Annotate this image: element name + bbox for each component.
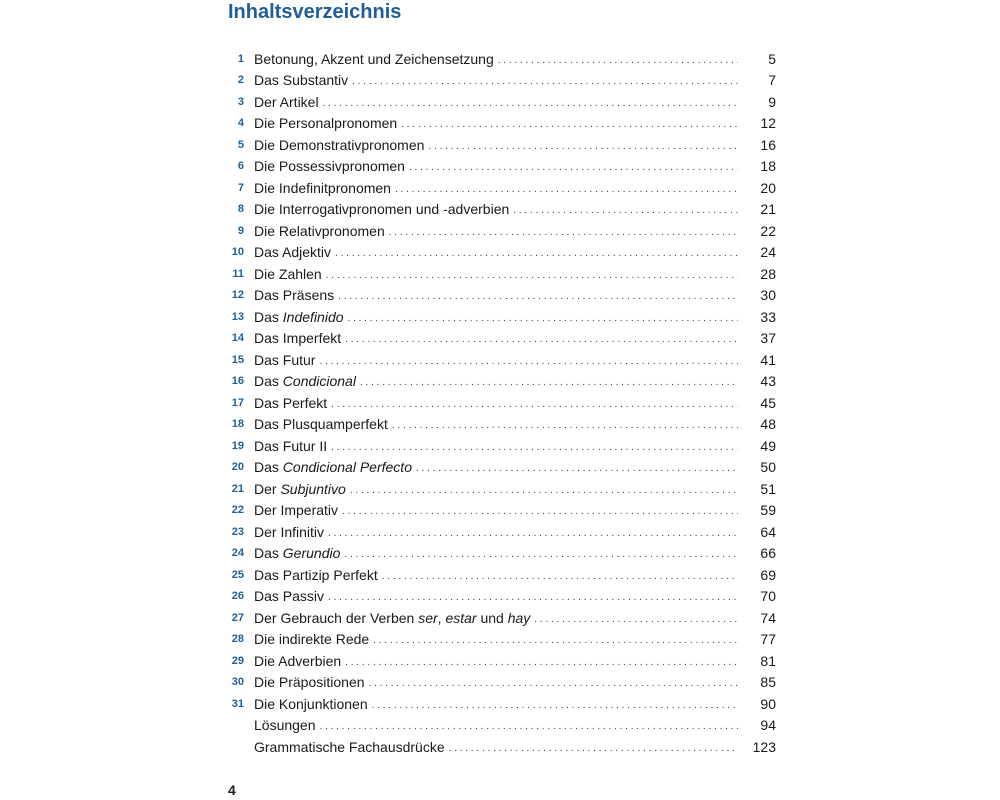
chapter-page-number: 94 (760, 717, 776, 734)
chapter-title: Die indirekte Rede (254, 631, 370, 648)
dot-leader (449, 740, 738, 754)
toc-entry[interactable] (224, 349, 776, 371)
dot-leader (328, 589, 738, 603)
chapter-number: 1 (237, 52, 244, 65)
chapter-number: 4 (237, 117, 244, 130)
chapter-page-number: 18 (760, 158, 776, 175)
dot-leader (389, 224, 738, 238)
chapter-number: 13 (231, 310, 244, 323)
chapter-page-number: 45 (760, 394, 776, 411)
chapter-page-number: 81 (760, 652, 776, 669)
chapter-title: Betonung, Akzent und Zeichensetzung (254, 50, 494, 67)
toc-entry[interactable] (224, 543, 776, 565)
chapter-page-number: 24 (760, 244, 776, 261)
toc-entry[interactable] (224, 629, 776, 651)
chapter-page-number: 123 (752, 738, 776, 755)
chapter-title: Das Passiv (254, 588, 325, 605)
toc-entry[interactable] (224, 199, 776, 221)
chapter-number: 17 (231, 396, 244, 409)
chapter-title: Der Imperativ (254, 502, 339, 519)
chapter-title: Grammatische Fachausdrücke (254, 738, 445, 755)
dot-leader (392, 417, 738, 431)
chapter-title: Das Präsens (254, 287, 335, 304)
dot-leader (428, 138, 738, 152)
dot-leader (382, 568, 738, 582)
chapter-number: 26 (231, 590, 244, 603)
dot-leader (498, 52, 738, 66)
chapter-number: 23 (231, 525, 244, 538)
toc-entry[interactable] (224, 91, 776, 113)
dot-leader (345, 654, 738, 668)
toc-entry[interactable] (224, 435, 776, 457)
dot-leader (409, 159, 738, 173)
toc-entry[interactable] (224, 478, 776, 500)
chapter-title: Der Infinitiv (254, 523, 325, 540)
chapter-number: 7 (237, 181, 244, 194)
page-title: Inhaltsverzeichnis (228, 1, 402, 23)
chapter-page-number: 22 (760, 222, 776, 239)
chapter-title: Das Gerundio (254, 545, 341, 562)
chapter-page-number: 51 (760, 480, 776, 497)
toc-entry[interactable] (224, 48, 776, 70)
chapter-number: 2 (237, 74, 244, 87)
chapter-title: Das Futur II (254, 437, 328, 454)
toc-entry[interactable] (224, 220, 776, 242)
chapter-page-number: 74 (760, 609, 776, 626)
toc-entry[interactable] (224, 650, 776, 672)
toc-entry[interactable] (224, 693, 776, 715)
chapter-number: 10 (231, 246, 244, 259)
dot-leader (372, 697, 738, 711)
toc-entry[interactable] (224, 736, 776, 758)
chapter-number: 6 (237, 160, 244, 173)
dot-leader (338, 288, 738, 302)
chapter-number: 20 (231, 461, 244, 474)
chapter-page-number: 43 (760, 373, 776, 390)
chapter-title: Lösungen (254, 717, 316, 734)
toc-entry[interactable] (224, 156, 776, 178)
dot-leader (401, 116, 738, 130)
dot-leader (369, 675, 738, 689)
dot-leader (331, 396, 738, 410)
dot-leader (373, 632, 738, 646)
chapter-title: Das Condicional (254, 373, 356, 390)
chapter-page-number: 21 (760, 201, 776, 218)
chapter-title: Die Indefinitpronomen (254, 179, 391, 196)
chapter-page-number: 16 (760, 136, 776, 153)
chapter-page-number: 9 (768, 93, 776, 110)
chapter-title: Der Subjuntivo (254, 480, 346, 497)
chapter-number: 24 (231, 547, 244, 560)
toc-entry[interactable] (224, 285, 776, 307)
toc-entry[interactable] (224, 564, 776, 586)
chapter-title: Das Perfekt (254, 394, 328, 411)
chapter-title: Die Adverbien (254, 652, 342, 669)
toc-entry[interactable] (224, 672, 776, 694)
toc-entry[interactable] (224, 457, 776, 479)
chapter-page-number: 20 (760, 179, 776, 196)
dot-leader (335, 245, 738, 259)
chapter-page-number: 5 (768, 50, 776, 67)
toc-entry[interactable] (224, 371, 776, 393)
chapter-number: 5 (237, 138, 244, 151)
chapter-number: 12 (231, 289, 244, 302)
dot-leader (513, 202, 738, 216)
chapter-page-number: 41 (760, 351, 776, 368)
chapter-title: Das Adjektiv (254, 244, 332, 261)
chapter-page-number: 90 (760, 695, 776, 712)
chapter-page-number: 48 (760, 416, 776, 433)
chapter-title: Die Präpositionen (254, 674, 365, 691)
toc-entry[interactable] (224, 177, 776, 199)
chapter-title: Das Substantiv (254, 72, 349, 89)
chapter-number: 16 (231, 375, 244, 388)
dot-leader (352, 73, 738, 87)
dot-leader (350, 482, 738, 496)
chapter-title: Der Gebrauch der Verben ser, estar und hay (254, 609, 531, 626)
toc-entry[interactable] (224, 392, 776, 414)
chapter-title: Das Imperfekt (254, 330, 342, 347)
toc-entry[interactable] (224, 70, 776, 92)
chapter-number: 14 (231, 332, 244, 345)
chapter-number: 3 (237, 95, 244, 108)
chapter-page-number: 37 (760, 330, 776, 347)
toc-entry[interactable] (224, 134, 776, 156)
dot-leader (534, 611, 738, 625)
chapter-number: 30 (231, 676, 244, 689)
chapter-title: Die Interrogativpronomen und -adverbien (254, 201, 510, 218)
chapter-title: Der Artikel (254, 93, 319, 110)
chapter-title: Die Demonstrativpronomen (254, 136, 425, 153)
chapter-page-number: 50 (760, 459, 776, 476)
chapter-number: 18 (231, 418, 244, 431)
chapter-page-number: 28 (760, 265, 776, 282)
dot-leader (416, 460, 738, 474)
chapter-page-number: 69 (760, 566, 776, 583)
chapter-number: 21 (231, 482, 244, 495)
chapter-number: 8 (237, 203, 244, 216)
chapter-title: Das Condicional Perfecto (254, 459, 412, 476)
dot-leader (326, 267, 738, 281)
chapter-page-number: 7 (768, 72, 776, 89)
chapter-title: Die Zahlen (254, 265, 322, 282)
chapter-title: Die Possessivpronomen (254, 158, 405, 175)
page-number: 4 (228, 782, 236, 798)
toc-entry[interactable] (224, 328, 776, 350)
chapter-number: 31 (231, 697, 244, 710)
chapter-number: 25 (231, 568, 244, 581)
chapter-number: 11 (232, 267, 244, 280)
toc-entry[interactable] (224, 500, 776, 522)
chapter-number: 27 (231, 611, 244, 624)
chapter-title: Das Plusquamperfekt (254, 416, 388, 433)
chapter-number: 19 (231, 439, 244, 452)
dot-leader (320, 718, 738, 732)
toc-entry[interactable] (224, 414, 776, 436)
dot-leader (319, 353, 738, 367)
chapter-page-number: 64 (760, 523, 776, 540)
toc-entry[interactable] (224, 521, 776, 543)
chapter-page-number: 59 (760, 502, 776, 519)
chapter-page-number: 85 (760, 674, 776, 691)
dot-leader (323, 95, 738, 109)
toc-entry[interactable] (224, 306, 776, 328)
dot-leader (395, 181, 738, 195)
dot-leader (342, 503, 738, 517)
chapter-title: Die Relativpronomen (254, 222, 385, 239)
toc-entry[interactable] (224, 715, 776, 737)
chapter-page-number: 70 (760, 588, 776, 605)
chapter-page-number: 66 (760, 545, 776, 562)
chapter-number: 28 (231, 633, 244, 646)
chapter-page-number: 33 (760, 308, 776, 325)
dot-leader (345, 331, 738, 345)
chapter-page-number: 30 (760, 287, 776, 304)
chapter-page-number: 49 (760, 437, 776, 454)
dot-leader (360, 374, 738, 388)
toc-entry[interactable] (224, 586, 776, 608)
chapter-number: 29 (231, 654, 244, 667)
chapter-number: 22 (231, 504, 244, 517)
toc-entry[interactable] (224, 607, 776, 629)
chapter-page-number: 77 (760, 631, 776, 648)
dot-leader (348, 310, 738, 324)
chapter-title: Das Partizip Perfekt (254, 566, 378, 583)
chapter-number: 9 (237, 224, 244, 237)
chapter-page-number: 12 (760, 115, 776, 132)
chapter-title: Die Personalpronomen (254, 115, 398, 132)
chapter-title: Die Konjunktionen (254, 695, 368, 712)
dot-leader (328, 525, 738, 539)
table-of-contents (224, 48, 776, 758)
chapter-number: 15 (231, 353, 244, 366)
chapter-title: Das Futur (254, 351, 316, 368)
toc-entry[interactable] (224, 242, 776, 264)
dot-leader (344, 546, 738, 560)
dot-leader (331, 439, 738, 453)
toc-entry[interactable] (224, 263, 776, 285)
toc-entry[interactable] (224, 113, 776, 135)
chapter-title: Das Indefinido (254, 308, 344, 325)
